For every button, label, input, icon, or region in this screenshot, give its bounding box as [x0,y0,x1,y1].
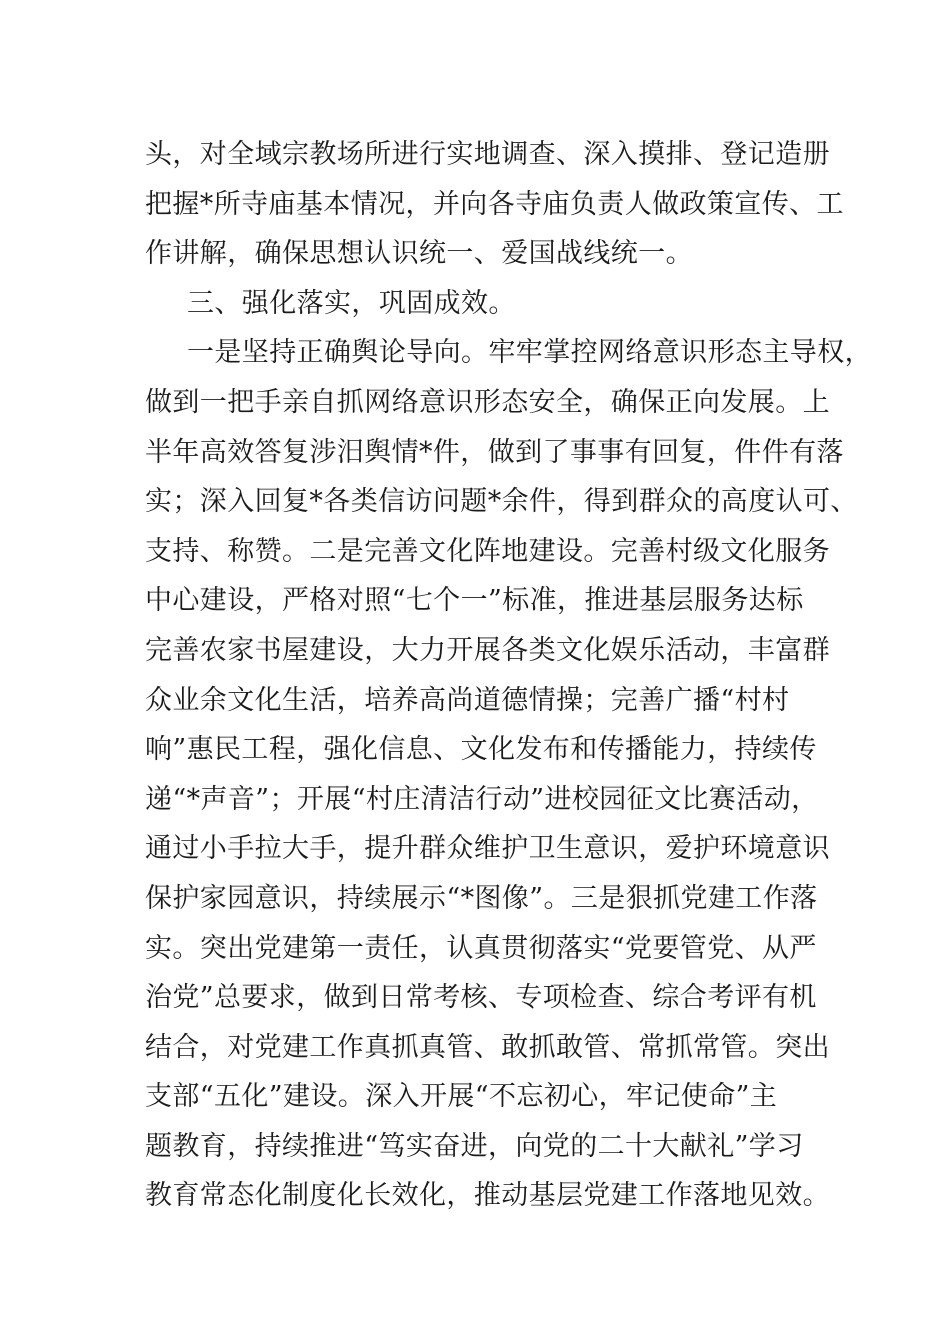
section-heading: 三、强化落实，巩固成效。 [187,287,516,319]
text-line: 头，对全域宗教场所进行实地调查、深入摸排、登记造册 [145,139,830,170]
text-line: 响”惠民工程，强化信息、文化发布和传播能力，持续传 [145,734,817,766]
text-line: 教育常态化制度化长效化，推动基层党建工作落地见效。 [145,1180,830,1212]
text-line: 支部“五化”建设。深入开展“不忘初心，牢记使命”主 [145,1081,778,1113]
text-line: 作讲解，确保思想认识统一、爱国战线统一。 [145,238,693,270]
text-line: 实。突出党建第一责任，认真贯彻落实“党要管党、从严 [145,932,817,964]
text-line: 中心建设，严格对照“七个一”标准，推进基层服务达标 [145,585,804,617]
text-line: 众业余文化生活，培养高尚道德情操；完善广播“村村 [145,684,790,716]
text-line: 做到一把手亲自抓网络意识形态安全，确保正向发展。上 [145,386,830,418]
text-line: 通过小手拉大手，提升群众维护卫生意识，爱护环境意识 [145,833,830,865]
text-line: 完善农家书屋建设，大力开展各类文化娱乐活动，丰富群 [145,634,830,666]
text-line: 把握*所寺庙基本情况，并向各寺庙负责人做政策宣传、工 [145,188,844,220]
paragraph-start-line: 一是坚持正确舆论导向。牢牢掌控网络意识形态主导权， [187,337,872,369]
text-line: 保护家园意识，持续展示“*图像”。三是狠抓党建工作落 [145,882,818,914]
text-line: 治党”总要求，做到日常考核、专项检查、综合考评有机 [145,982,817,1014]
text-line: 结合，对党建工作真抓真管、敢抓敢管、常抓常管。突出 [145,1031,830,1063]
document-body [145,130,872,1221]
text-line: 题教育，持续推进“笃实奋进，向党的二十大献礼”学习 [145,1130,804,1162]
text-line: 支持、称赞。二是完善文化阵地建设。完善村级文化服务 [145,535,830,567]
text-line: 实；深入回复*各类信访问题*余件，得到群众的高度认可、 [145,486,858,518]
text-line: 半年高效答复涉汨舆情*件，做到了事事有回复，件件有落 [145,436,844,468]
text-line: 递“*声音”；开展“村庄清洁行动”进校园征文比赛活动， [145,783,819,815]
